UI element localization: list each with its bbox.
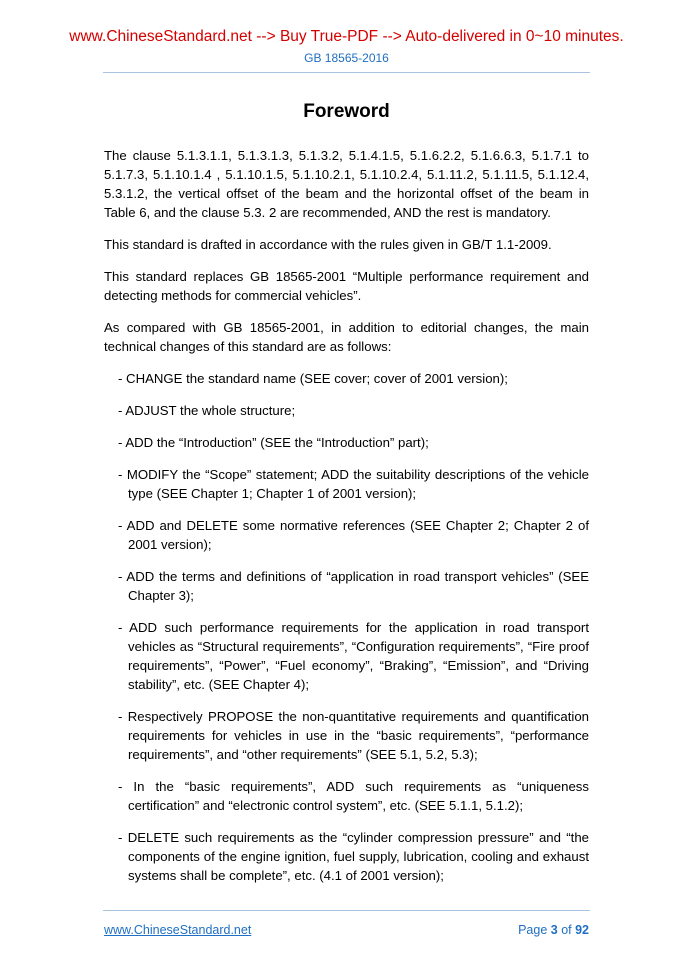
page-indicator [518, 923, 589, 937]
change-item: - ADD the terms and definitions of “application in road transport vehicles” (SEE Chapter 3); [118, 569, 589, 603]
header-divider [103, 72, 590, 73]
change-item: - In the “basic requirements”, ADD such requirements as “uniqueness certification” and “electronic control system”, etc. (SEE 5.1.1, 5.1.2); [118, 779, 589, 813]
page-total: 92 [575, 923, 589, 937]
foreword-body [104, 146, 589, 898]
change-item: - ADD and DELETE some normative references (SEE Chapter 2; Chapter 2 of 2001 version); [118, 518, 589, 552]
document-number: GB 18565-2016 [304, 51, 389, 65]
page-current: 3 [550, 923, 558, 937]
page-of: of [557, 923, 576, 937]
change-item: - MODIFY the “Scope” statement; ADD the suitability descriptions of the vehicle type (SEE Chapter 1; Chapter 1 of 2001 version); [118, 467, 589, 501]
change-item: - Respectively PROPOSE the non-quantitative requirements and quantification requirements for vehicles in use in the “basic requirements”, “performance requirements”, and “other requirements” (SEE 5.1, 5.2, 5.3); [118, 709, 589, 762]
paragraph-drafting: This standard is drafted in accordance with the rules given in GB/T 1.1-2009. [104, 237, 552, 252]
page-prefix: Page [518, 923, 551, 937]
paragraph-comparison: As compared with GB 18565-2001, in addition to editorial changes, the main technical changes of this standard are as follows: [104, 320, 589, 354]
paragraph-replaces: This standard replaces GB 18565-2001 “Multiple performance requirement and detecting methods for commercial vehicles”. [104, 269, 589, 303]
change-item: - ADD such performance requirements for the application in road transport vehicles as “Structural requirements”, “Configuration requirements”, “Fire proof requirements”, “Power”, “Fuel economy”, “Braking”, “Emission”, and “Driving stability”, etc. (SEE Chapter 4); [118, 620, 589, 692]
change-item: - CHANGE the standard name (SEE cover; cover of 2001 version); [118, 371, 508, 386]
footer-divider [103, 910, 590, 911]
purchase-banner[interactable]: www.ChineseStandard.net --> Buy True-PDF --> Auto-delivered in 0~10 minutes. [69, 28, 624, 45]
change-item: - ADD the “Introduction” (SEE the “Introduction” part); [118, 435, 429, 450]
change-item: - DELETE such requirements as the “cylinder compression pressure” and “the components of the engine ignition, fuel supply, lubrication, cooling and exhaust systems shall be complete”, etc. (4.1 of 2001 version); [118, 830, 589, 883]
page-title: Foreword [303, 101, 390, 122]
footer-site-link[interactable]: www.ChineseStandard.net [104, 923, 252, 937]
change-item: - ADJUST the whole structure; [118, 403, 296, 418]
paragraph-clauses: The clause 5.1.3.1.1, 5.1.3.1.3, 5.1.3.2, 5.1.4.1.5, 5.1.6.2.2, 5.1.6.6.3, 5.1.7.1 to 5.1.7.3, 5.1.10.1.4 , 5.1.10.1.5, 5.1.10.2.1, 5.1.10.2.4, 5.1.11.2, 5.1.11.5, 5.1.12.4, 5.3.1.2, the vertical offset of the beam and the horizontal offset of the beam in Table 6, and the clause 5.3. 2 are recommended, AND the rest is mandatory. [104, 148, 589, 220]
